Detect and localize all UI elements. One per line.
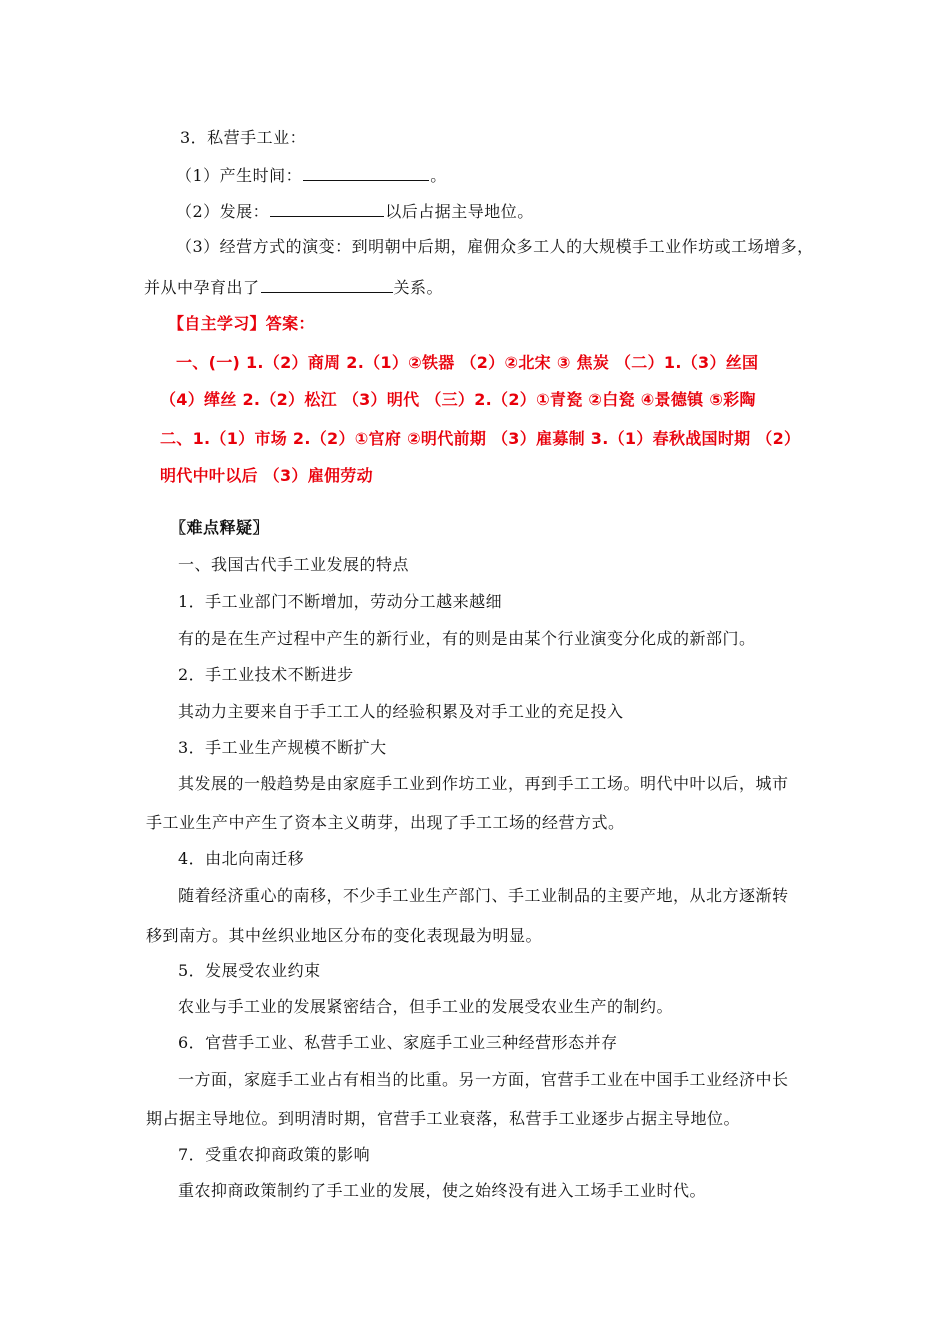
item-2-title: 2．手工业技术不断进步	[178, 665, 354, 684]
answer-blank-1[interactable]	[303, 164, 429, 181]
item-6-title: 6．官营手工业、私营手工业、家庭手工业三种经营形态并存	[178, 1033, 618, 1052]
question-3-suffix: 关系。	[393, 278, 444, 297]
item-6-text-2: 期占据主导地位。到明清时期，官营手工业衰落，私营手工业逐步占据主导地位。	[146, 1109, 741, 1128]
item-7-title: 7．受重农抑商政策的影响	[178, 1145, 371, 1164]
item-7-text: 重农抑商政策制约了手工业的发展，使之始终没有进入工场手工业时代。	[178, 1181, 707, 1200]
question-1-suffix: 。	[430, 166, 447, 185]
question-1-prefix: （1）产生时间：	[176, 166, 303, 185]
item-4-text-1: 随着经济重心的南移，不少手工业生产部门、手工业制品的主要产地，从北方逐渐转	[178, 886, 789, 905]
item-4-text-2: 移到南方。其中丝织业地区分布的变化表现最为明显。	[146, 926, 543, 945]
difficulty-intro: 一、我国古代手工业发展的特点	[178, 555, 410, 574]
answers-heading: 【自主学习】答案：	[168, 314, 315, 333]
item-1-title: 1．手工业部门不断增加，劳动分工越来越细	[178, 592, 503, 611]
answer-line-2: （4）缂丝 2.（2）松江 （3）明代 （三）2.（2）①青瓷 ②白瓷 ④景德镇 ⑤彩陶	[160, 390, 756, 409]
item-3-text-1: 其发展的一般趋势是由家庭手工业到作坊工业，再到手工工场。明代中叶以后，城市	[178, 774, 789, 793]
question-3-prefix: 并从中孕育出了	[144, 278, 260, 297]
question-1	[176, 164, 447, 186]
answer-blank-2[interactable]	[270, 200, 384, 217]
question-2-prefix: （2）发展：	[176, 202, 270, 221]
item-1-text: 有的是在生产过程中产生的新行业，有的则是由某个行业演变分化成的新部门。	[178, 629, 756, 648]
item-3-title: 3．手工业生产规模不断扩大	[178, 738, 387, 757]
section-3-title: 3．私营手工业：	[180, 128, 307, 147]
difficulty-heading: 〖难点释疑〗	[170, 518, 270, 537]
item-5-text: 农业与手工业的发展紧密结合，但手工业的发展受农业生产的制约。	[178, 997, 674, 1016]
question-3-line-2	[144, 276, 443, 298]
answer-line-3: 二、1.（1）市场 2.（2）①官府 ②明代前期 （3）雇募制 3.（1）春秋战国时期 （2）	[160, 429, 801, 448]
item-3-text-2: 手工业生产中产生了资本主义萌芽，出现了手工工场的经营方式。	[146, 813, 625, 832]
answer-line-4: 明代中叶以后 （3）雇佣劳动	[160, 466, 373, 485]
answer-line-1: 一、(一) 1.（2）商周 2.（1）②铁器 （2）②北宋 ③ 焦炭 （二）1.（3）丝国	[176, 353, 759, 372]
question-3-line-1: （3）经营方式的演变：到明朝中后期，雇佣众多工人的大规模手工业作坊或工场增多，	[176, 237, 814, 256]
item-6-text-1: 一方面，家庭手工业占有相当的比重。另一方面，官营手工业在中国手工业经济中长	[178, 1070, 789, 1089]
answer-blank-3[interactable]	[261, 276, 393, 293]
item-5-title: 5．发展受农业约束	[178, 961, 321, 980]
item-4-title: 4．由北向南迁移	[178, 849, 305, 868]
question-2-suffix: 以后占据主导地位。	[385, 202, 534, 221]
question-2	[176, 200, 534, 222]
item-2-text: 其动力主要来自于手工工人的经验积累及对手工业的充足投入	[178, 702, 624, 721]
